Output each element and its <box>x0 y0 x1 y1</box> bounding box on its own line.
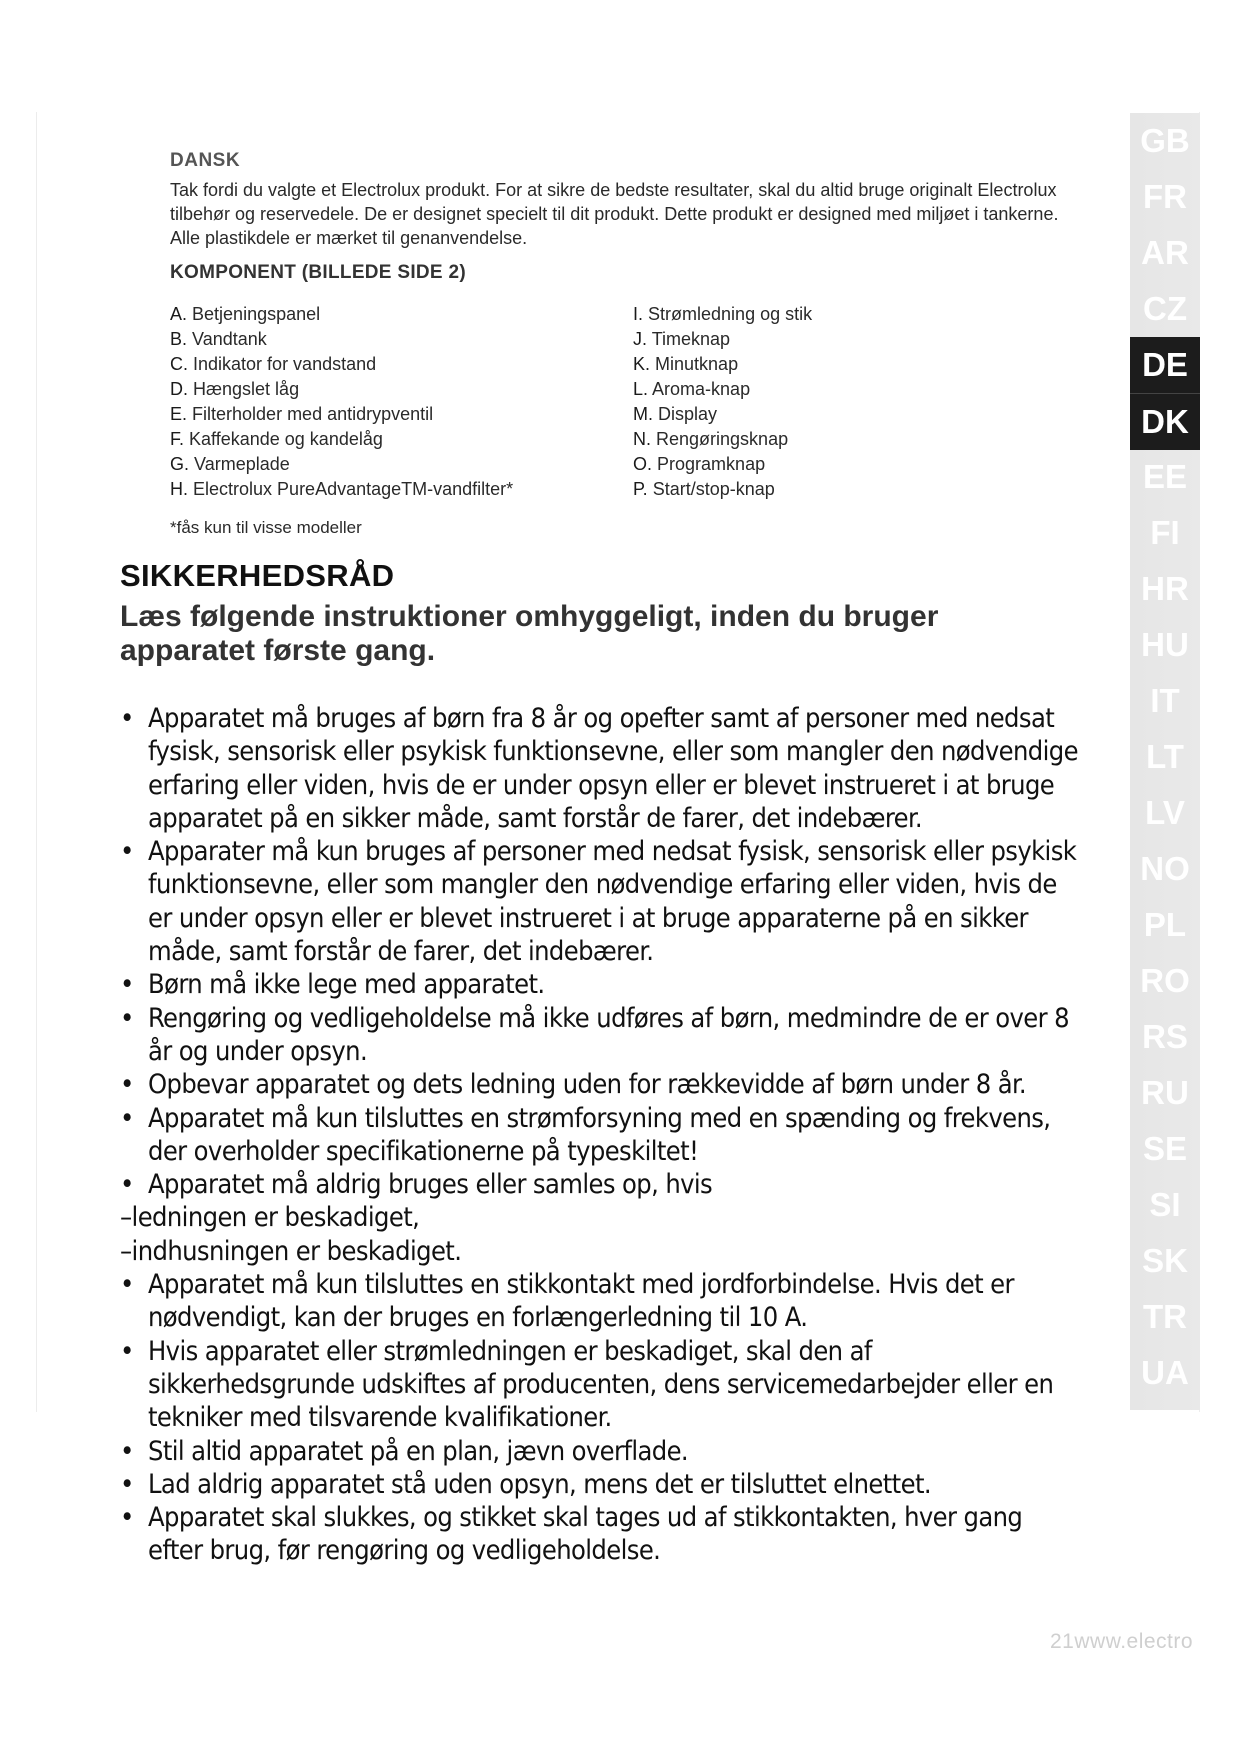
safety-rule <box>120 1501 1080 1568</box>
safety-rule <box>120 1435 1080 1468</box>
component-letter: J. <box>633 329 648 349</box>
tab-it[interactable]: IT <box>1150 682 1180 719</box>
component-item <box>633 402 812 427</box>
safety-rule <box>120 968 1080 1001</box>
component-item <box>633 302 812 327</box>
component-label: Kaffekande og kandelåg <box>189 429 383 449</box>
component-item <box>633 352 812 377</box>
safety-sub-item <box>120 1235 1080 1268</box>
component-item <box>170 477 513 502</box>
intro-heading: DANSK <box>170 150 241 171</box>
tab-ar[interactable]: AR <box>1141 234 1189 271</box>
language-tabs <box>1130 113 1200 1410</box>
safety-rule-text: Lad aldrig apparatet stå uden opsyn, mens det er tilsluttet elnettet. <box>148 1468 931 1500</box>
component-item <box>633 427 812 452</box>
tab-ro[interactable]: RO <box>1140 962 1190 999</box>
component-label: Programknap <box>657 454 766 474</box>
component-label: Hængslet låg <box>193 379 300 399</box>
tab-cz[interactable]: CZ <box>1143 290 1187 327</box>
component-label: Rengøringsknap <box>656 429 789 449</box>
tab-sk[interactable]: SK <box>1142 1242 1188 1279</box>
component-letter: G. <box>170 454 190 474</box>
component-letter: M. <box>633 404 653 424</box>
tab-pl[interactable]: PL <box>1143 906 1187 943</box>
safety-rule <box>120 1002 1080 1069</box>
component-item <box>633 477 812 502</box>
component-label: Vandtank <box>192 329 267 349</box>
safety-rule <box>120 1335 1080 1435</box>
safety-rule-text: Opbevar apparatet og dets ledning uden for rækkevidde af børn under 8 år. <box>148 1069 1027 1101</box>
components-heading: KOMPONENT (BILLEDE SIDE 2) <box>170 262 466 283</box>
safety-rule <box>120 702 1080 835</box>
intro-text: Tak fordi du valgte et Electrolux produkt. For at sikre de bedste resultater, skal du altid bruge originalt Electrolux tilbehør og reservedele. De er designet specielt til dit produkt. Dette produkt er designed med miljøet i tankerne. Alle plastikdele er mærket til genanvendelse. <box>170 180 1059 248</box>
component-letter: B. <box>170 329 188 349</box>
components-footnote: *fås kun til visse modeller <box>170 518 362 537</box>
tab-se[interactable]: SE <box>1142 1130 1188 1167</box>
page-footer: 21www.electro <box>1050 1630 1194 1653</box>
tab-dk[interactable]: DK <box>1130 393 1200 450</box>
safety-rule <box>120 835 1080 968</box>
tab-hr[interactable]: HR <box>1141 570 1189 607</box>
safety-rule-text: indhusningen er beskadiget. <box>131 1235 462 1267</box>
component-item <box>170 452 513 477</box>
component-item <box>170 327 513 352</box>
component-label: Strømledning og stik <box>648 304 813 324</box>
tab-ee[interactable]: EE <box>1142 458 1188 495</box>
tab-lv[interactable]: LV <box>1145 794 1185 831</box>
tab-gb[interactable]: GB <box>1140 122 1190 159</box>
tab-fr[interactable]: FR <box>1143 178 1187 215</box>
tab-ua[interactable]: UA <box>1141 1354 1189 1391</box>
safety-rule-text: Apparatet må bruges af børn fra 8 år og opefter samt af personer med nedsat fysisk, sensorisk eller psykisk funktionsevne, eller som mangler den nødvendige erfaring eller viden, hvis de er under opsyn eller er blevet instrueret i at bruge apparatet på en sikker måde, samt forstår de farer, det indebærer. <box>148 703 1078 834</box>
components-list-left <box>170 302 513 502</box>
component-item <box>170 427 513 452</box>
tab-de[interactable]: DE <box>1130 337 1200 393</box>
tab-ru[interactable]: RU <box>1141 1074 1189 1111</box>
tab-hu[interactable]: HU <box>1141 626 1189 663</box>
component-letter: D. <box>170 379 188 399</box>
safety-rule-text: Børn må ikke lege med apparatet. <box>148 969 545 1001</box>
safety-subtitle: Læs følgende instruktioner omhyggeligt, inden du bruger apparatet første gang. <box>120 600 939 667</box>
tab-si[interactable]: SI <box>1149 1186 1181 1223</box>
safety-rule-text: Apparatet må aldrig bruges eller samles op, hvis <box>148 1169 713 1201</box>
component-item <box>170 402 513 427</box>
safety-title: SIKKERHEDSRÅD <box>120 558 395 593</box>
component-letter: F. <box>170 429 185 449</box>
component-label: Start/stop-knap <box>652 479 775 499</box>
component-label: Timeknap <box>651 329 731 349</box>
safety-rule <box>120 1268 1080 1335</box>
component-label: Aroma-knap <box>652 379 751 399</box>
component-item <box>633 327 812 352</box>
component-letter: N. <box>633 429 651 449</box>
components-list-right <box>633 302 812 502</box>
tab-no[interactable]: NO <box>1140 850 1190 887</box>
left-margin-rule <box>36 112 37 1412</box>
component-item <box>633 452 812 477</box>
safety-rule-text: Apparatet må kun tilsluttes en stikkontakt med jordforbindelse. Hvis det er nødvendigt, kan der bruges en forlængerledning til 10 A. <box>148 1269 1014 1334</box>
component-item <box>170 377 513 402</box>
safety-rule-text: ledningen er beskadiget, <box>131 1202 420 1234</box>
component-letter: C. <box>170 354 188 374</box>
safety-rule-text: Hvis apparatet eller strømledningen er beskadiget, skal den af sikkerhedsgrunde udskiftes af producenten, dens servicemedarbejder eller en tekniker med tilsvarende kvalifikationer. <box>148 1335 1054 1434</box>
safety-rule <box>120 1168 1080 1201</box>
component-letter: H. <box>170 479 188 499</box>
safety-rules-list <box>120 702 1080 1568</box>
safety-rule-text: Stil altid apparatet på en plan, jævn overflade. <box>148 1435 689 1467</box>
component-letter: O. <box>633 454 653 474</box>
component-item <box>633 377 812 402</box>
component-label: Varmeplade <box>194 454 290 474</box>
safety-sub-item <box>120 1201 1080 1234</box>
safety-rule <box>120 1102 1080 1169</box>
component-label: Minutknap <box>655 354 739 374</box>
component-letter: K. <box>633 354 651 374</box>
component-letter: L. <box>633 379 649 399</box>
component-label: Filterholder med antidrypventil <box>192 404 434 424</box>
safety-rule-text: Rengøring og vedligeholdelse må ikke udføres af børn, medmindre de er over 8 år og under opsyn. <box>148 1002 1069 1067</box>
safety-rule <box>120 1068 1080 1101</box>
safety-rule-text: Apparatet skal slukkes, og stikket skal tages ud af stikkontakten, hver gang efter brug, før rengøring og vedligeholdelse. <box>148 1502 1023 1567</box>
component-letter: E. <box>170 404 188 424</box>
component-label: Display <box>658 404 718 424</box>
tab-rs[interactable]: RS <box>1142 1018 1188 1055</box>
component-label: Indikator for vandstand <box>193 354 377 374</box>
component-item <box>170 302 513 327</box>
component-label: Electrolux PureAdvantageTM-vandfilter* <box>193 479 514 499</box>
component-letter: P. <box>633 479 648 499</box>
component-letter: A. <box>170 304 188 324</box>
tab-fi[interactable]: FI <box>1150 514 1180 551</box>
tab-lt[interactable]: LT <box>1146 738 1184 775</box>
safety-rule-text: Apparatet må kun tilsluttes en strømforsyning med en spænding og frekvens, der overholder specifikationerne på typeskiltet! <box>148 1102 1051 1167</box>
safety-rule <box>120 1468 1080 1501</box>
tab-tr[interactable]: TR <box>1143 1298 1187 1335</box>
component-letter: I. <box>633 304 644 324</box>
safety-rule-text: Apparater må kun bruges af personer med nedsat fysisk, sensorisk eller psykisk funktionsevne, eller som mangler den nødvendige erfaring eller viden, hvis de er under opsyn eller er blevet instrueret i at bruge apparaterne på en sikker måde, samt forstår de farer, det indebærer. <box>148 836 1077 968</box>
component-item <box>170 352 513 377</box>
component-label: Betjeningspanel <box>192 304 321 324</box>
